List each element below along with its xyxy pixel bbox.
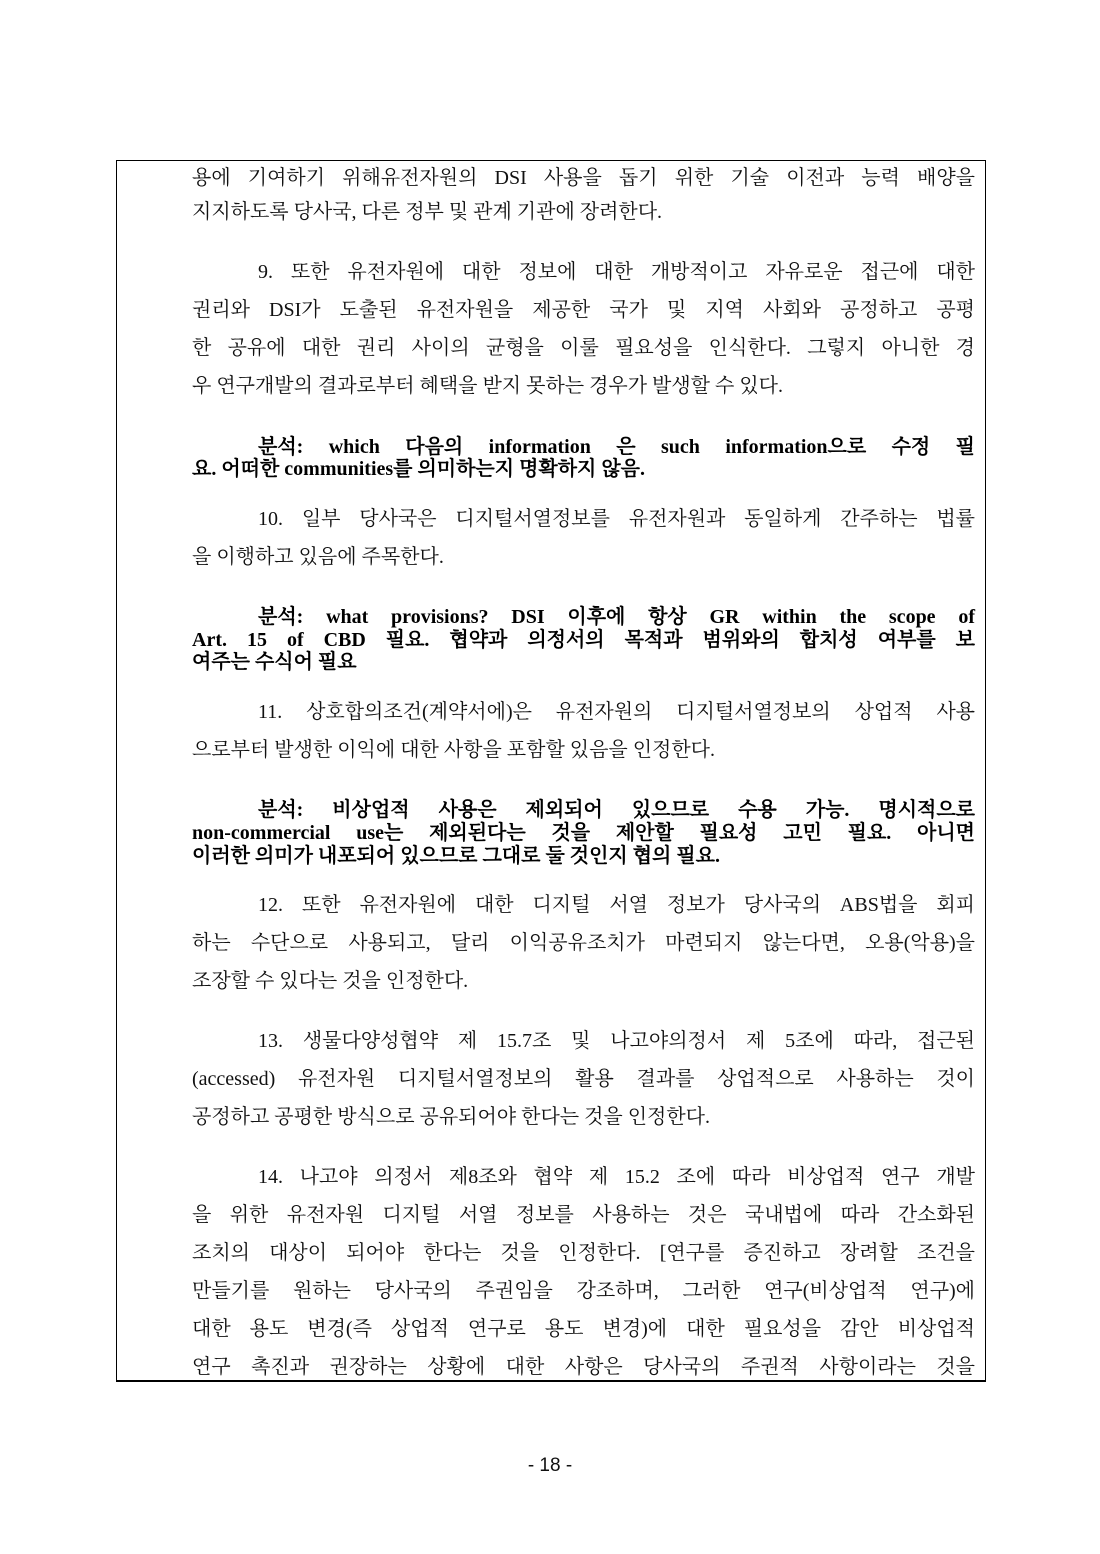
paragraph-line-p8-cont: 지지하도록 당사국, 다른 정부 및 관계 기관에 장려한다. bbox=[192, 201, 663, 223]
analysis-note-line-analysis-3: 분석: 비상업적 사용은 제외되어 있으므로 수용 가능. 명시적으로 bbox=[258, 799, 975, 821]
paragraph-line-p11: 11. 상호합의조건(계약서에)은 유전자원의 디지털서열정보의 상업적 사용 bbox=[258, 701, 975, 723]
paragraph-line-p14: 14. 나고야 의정서 제8조와 협약 제 15.2 조에 따라 비상업적 연구 개발 bbox=[258, 1166, 975, 1188]
analysis-note-line-analysis-1: 요. 어떠한 communities를 의미하는지 명확하지 않음. bbox=[192, 458, 645, 480]
paragraph-line-p9: 권리와 DSI가 도출된 유전자원을 제공한 국가 및 지역 사회와 공정하고 공평 bbox=[192, 299, 975, 321]
paragraph-line-p10: 10. 일부 당사국은 디지털서열정보를 유전자원과 동일하게 간주하는 법률 bbox=[258, 508, 975, 530]
paragraph-line-p13: 13. 생물다양성협약 제 15.7조 및 나고야의정서 제 5조에 따라, 접근된 bbox=[258, 1030, 975, 1052]
paragraph-line-p14: 연구 촉진과 권장하는 상황에 대한 사항은 당사국의 주권적 사항이라는 것을 bbox=[192, 1356, 975, 1378]
analysis-note-line-analysis-3: 이러한 의미가 내포되어 있으므로 그대로 둘 것인지 협의 필요. bbox=[192, 845, 720, 867]
analysis-note-line-analysis-2: Art. 15 of CBD 필요. 협약과 의정서의 목적과 범위와의 합치성 여부를 보 bbox=[192, 629, 975, 651]
analysis-note-line-analysis-2: 여주는 수식어 필요 bbox=[192, 651, 357, 673]
paragraph-line-p11: 으로부터 발생한 이익에 대한 사항을 포함할 있음을 인정한다. bbox=[192, 739, 715, 761]
paragraph-line-p9: 한 공유에 대한 권리 사이의 균형을 이룰 필요성을 인식한다. 그렇지 아니한 경 bbox=[192, 337, 975, 359]
analysis-note-line-analysis-1: 분석: which 다음의 information 은 such information으로 수정 필 bbox=[258, 436, 975, 458]
paragraph-line-p9: 9. 또한 유전자원에 대한 정보에 대한 개방적이고 자유로운 접근에 대한 bbox=[258, 261, 975, 283]
paragraph-line-p12: 12. 또한 유전자원에 대한 디지털 서열 정보가 당사국의 ABS법을 회피 bbox=[258, 894, 975, 916]
paragraph-line-p14: 조치의 대상이 되어야 한다는 것을 인정한다. [연구를 증진하고 장려할 조건을 bbox=[192, 1242, 975, 1264]
paragraph-line-p13: (accessed) 유전자원 디지털서열정보의 활용 결과를 상업적으로 사용하는 것이 bbox=[192, 1068, 975, 1090]
analysis-note-line-analysis-3: non-commercial use는 제외된다는 것을 제안할 필요성 고민 필요. 아니면 bbox=[192, 822, 975, 844]
paragraph-line-p10: 을 이행하고 있음에 주목한다. bbox=[192, 546, 444, 568]
paragraph-line-p12: 하는 수단으로 사용되고, 달리 이익공유조치가 마련되지 않는다면, 오용(악용)을 bbox=[192, 932, 975, 954]
paragraph-line-p14: 대한 용도 변경(즉 상업적 연구로 용도 변경)에 대한 필요성을 감안 비상업적 bbox=[192, 1318, 975, 1340]
page-number: - 18 - bbox=[527, 1455, 573, 1476]
paragraph-line-p14: 을 위한 유전자원 디지털 서열 정보를 사용하는 것은 국내법에 따라 간소화된 bbox=[192, 1204, 975, 1226]
paragraph-line-p14: 만들기를 원하는 당사국의 주권임을 강조하며, 그러한 연구(비상업적 연구)에 bbox=[192, 1280, 975, 1302]
analysis-note-line-analysis-2: 분석: what provisions? DSI 이후에 항상 GR within the scope of bbox=[258, 606, 975, 628]
paragraph-line-p9: 우 연구개발의 결과로부터 혜택을 받지 못하는 경우가 발생할 수 있다. bbox=[192, 375, 783, 397]
paragraph-line-p13: 공정하고 공평한 방식으로 공유되어야 한다는 것을 인정한다. bbox=[192, 1106, 710, 1128]
paragraph-line-p12: 조장할 수 있다는 것을 인정한다. bbox=[192, 970, 469, 992]
paragraph-line-p8-cont: 용에 기여하기 위해유전자원의 DSI 사용을 돕기 위한 기술 이전과 능력 배양을 bbox=[192, 167, 975, 189]
